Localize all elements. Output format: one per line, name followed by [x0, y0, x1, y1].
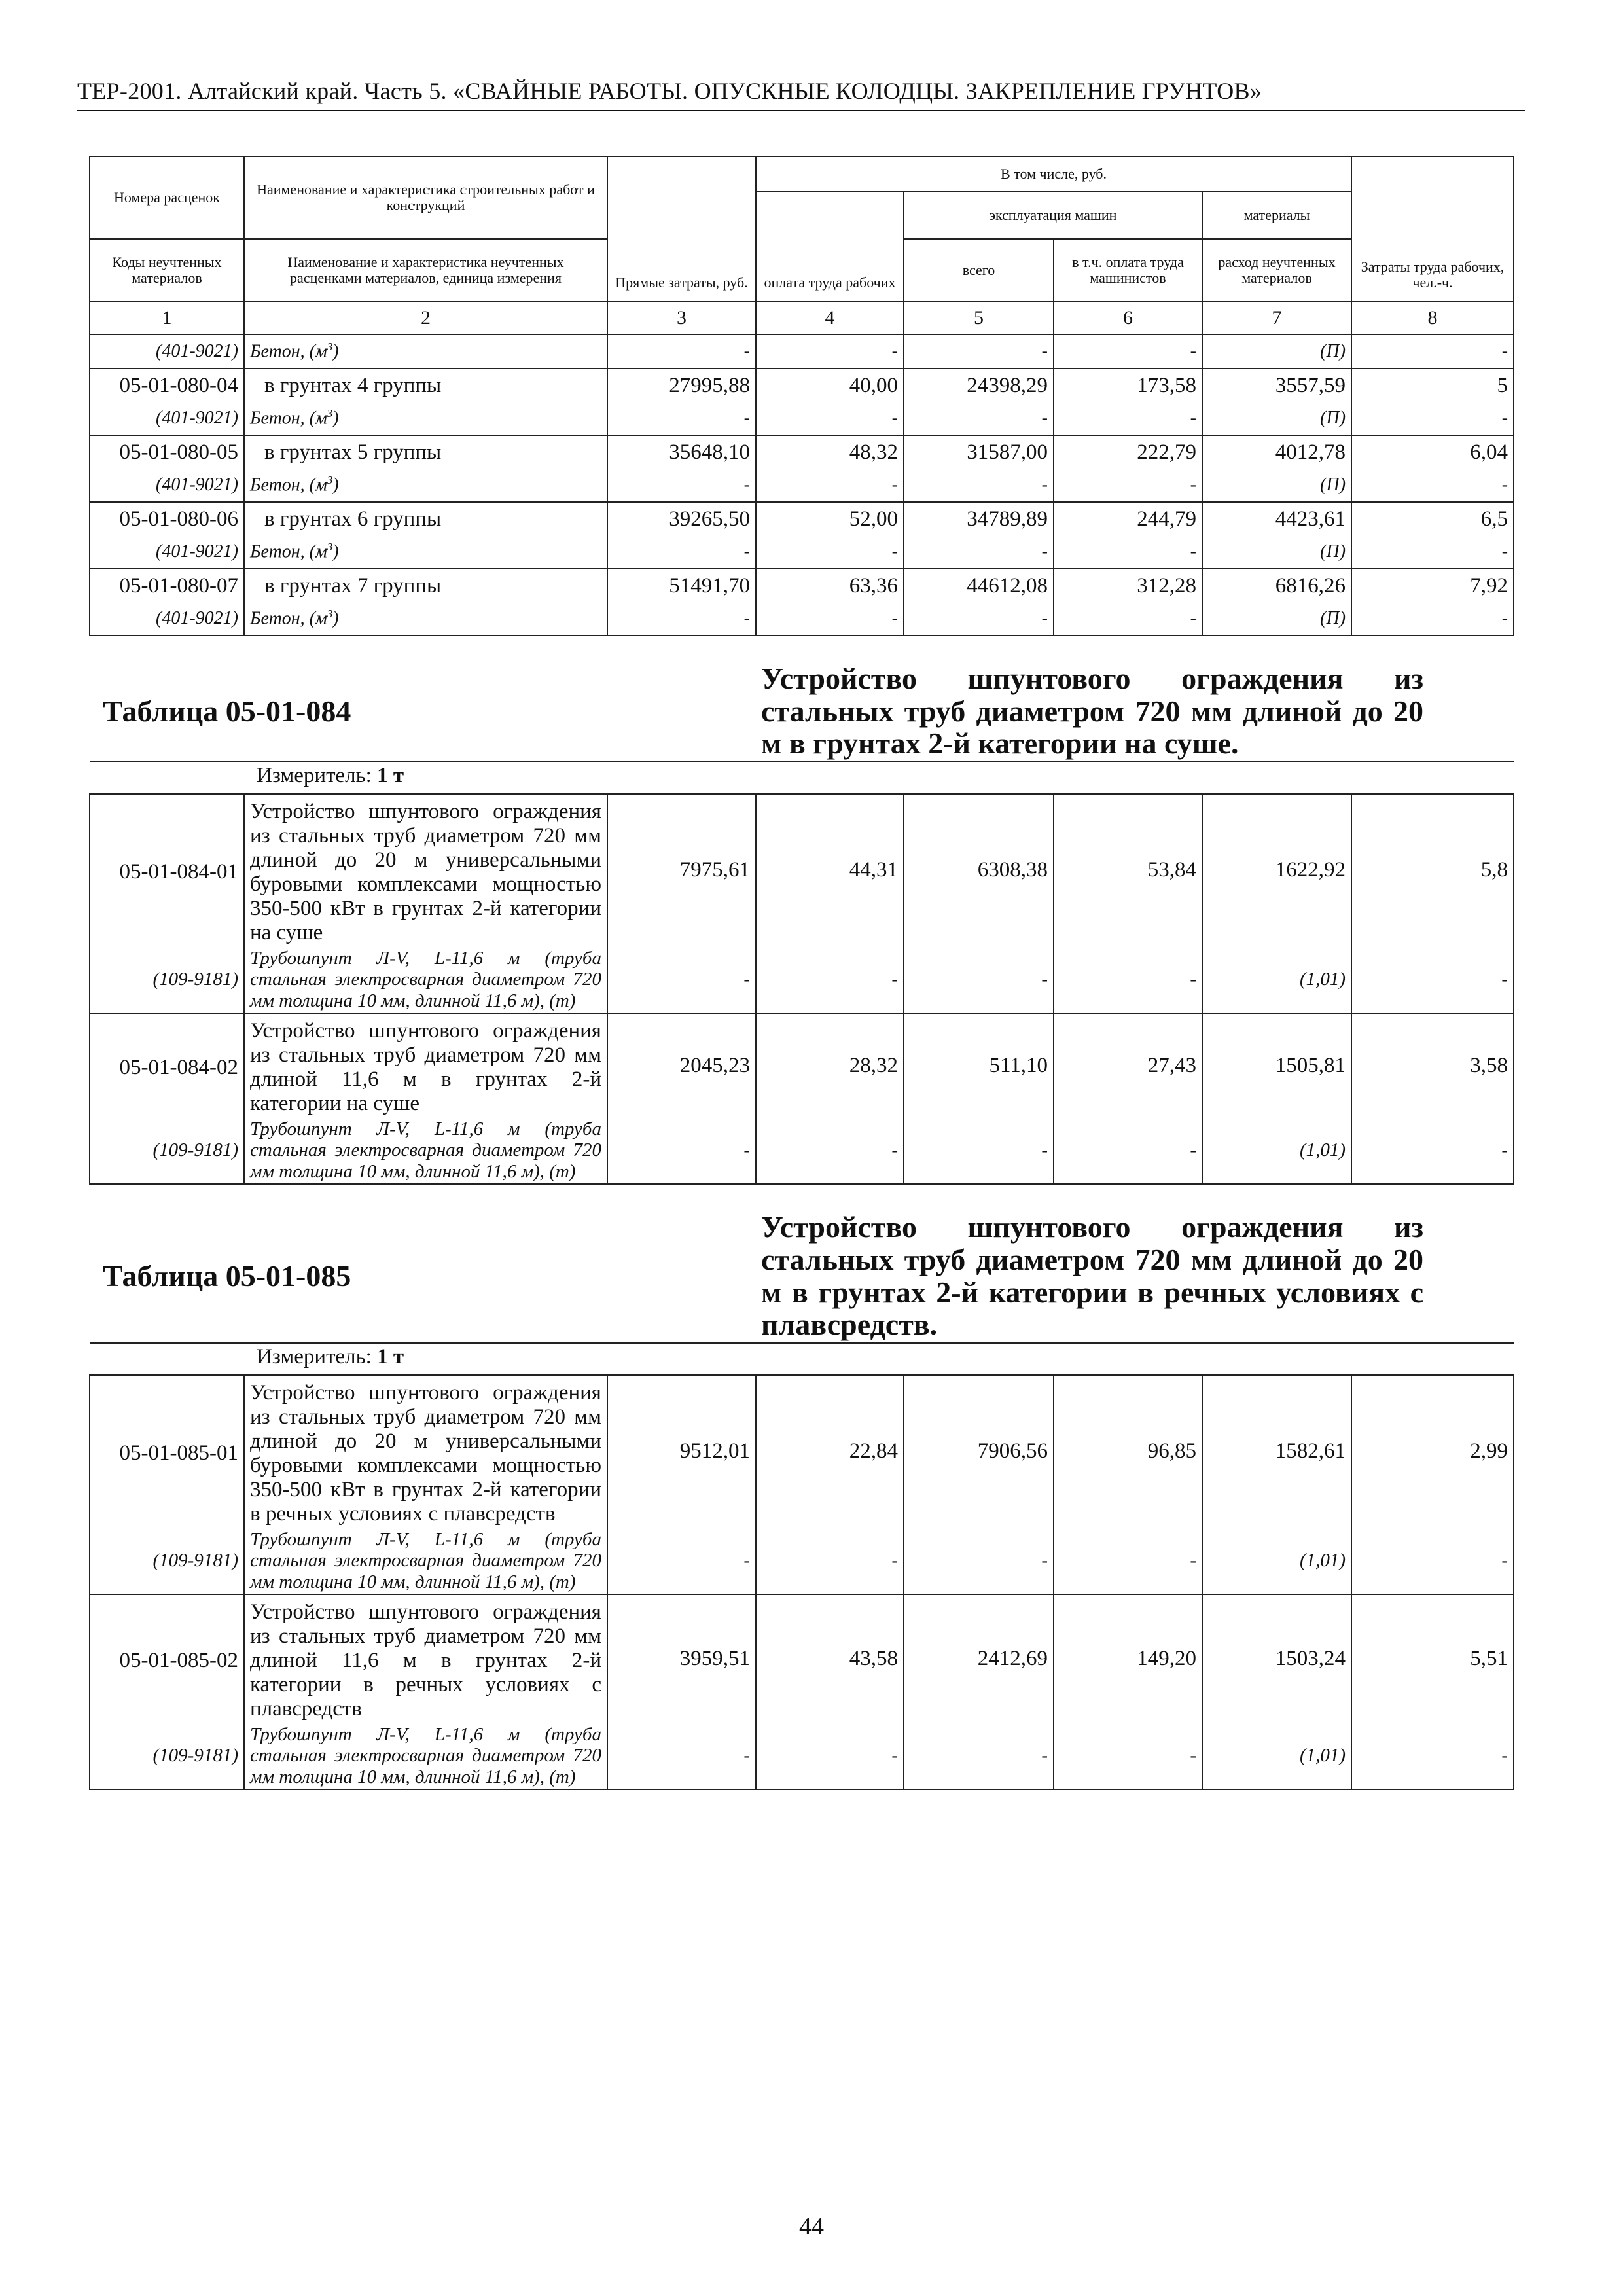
col-number: 4 [756, 302, 904, 334]
rate-code: 05-01-085-01 [90, 1375, 244, 1528]
material-row [90, 334, 1514, 368]
col-number: 8 [1351, 302, 1514, 334]
material-value: - [1351, 1723, 1514, 1789]
col-header-materials: материалы [1202, 192, 1351, 239]
rate-value: 22,84 [756, 1375, 904, 1528]
material-value: - [1054, 469, 1202, 502]
material-name-text: Бетон, (м [250, 608, 327, 629]
rate-value: 7975,61 [607, 794, 756, 946]
material-value: - [904, 1723, 1054, 1789]
material-description: Трубошпунт Л-V, L-11,6 м (труба стальная электросварная диаметром 720 мм толщина 10 мм, длинной 11,6 м), (т) [244, 1723, 607, 1789]
rate-code: 05-01-085-02 [90, 1594, 244, 1723]
material-value: - [1054, 402, 1202, 435]
material-value: - [756, 602, 904, 636]
table-description: Устройство шпунтового ограждения из стальных труб диаметром 720 мм длиной до 20 м в грунтах 2-й категории на суше. [761, 662, 1424, 761]
rate-value: 27995,88 [607, 368, 756, 402]
rate-value: 1503,24 [1202, 1594, 1351, 1723]
rate-value: 149,20 [1054, 1594, 1202, 1723]
material-code: (401-9021) [90, 602, 244, 636]
rate-code: 05-01-084-01 [90, 794, 244, 946]
material-value: - [756, 1117, 904, 1184]
col-number: 6 [1054, 302, 1202, 334]
material-value: - [756, 1528, 904, 1594]
material-value: (1,01) [1202, 1723, 1351, 1789]
rate-value: 9512,01 [607, 1375, 756, 1528]
col-number: 3 [607, 302, 756, 334]
material-name [244, 469, 607, 502]
material-value: - [1351, 946, 1514, 1013]
rates-table [89, 156, 1514, 1790]
rate-row [90, 794, 1514, 946]
rate-value: 53,84 [1054, 794, 1202, 946]
col-header-mat-code: Коды неучтенных материалов [90, 239, 244, 302]
table-measure-row [90, 762, 1514, 794]
material-value: - [1351, 602, 1514, 636]
rate-code: 05-01-084-02 [90, 1013, 244, 1117]
rate-value: 3,58 [1351, 1013, 1514, 1117]
material-value: - [756, 1723, 904, 1789]
page-number: 44 [799, 2213, 824, 2240]
material-value: - [607, 334, 756, 368]
material-value: - [1054, 535, 1202, 569]
rate-value: 48,32 [756, 435, 904, 469]
table-description: Устройство шпунтового ограждения из стальных труб диаметром 720 мм длиной до 20 м в грунтах 2-й категории в речных условиях с плавсредств. [761, 1210, 1424, 1342]
col-header-machines: эксплуатация машин [904, 192, 1202, 239]
material-value: - [1351, 402, 1514, 435]
measure-value: 1 т [377, 1345, 404, 1369]
material-code: (109-9181) [90, 946, 244, 1013]
material-code: (109-9181) [90, 1528, 244, 1594]
rate-value: 63,36 [756, 569, 904, 602]
rate-value: 7,92 [1351, 569, 1514, 602]
material-value: - [904, 1117, 1054, 1184]
material-value: - [1351, 535, 1514, 569]
material-value: - [607, 1117, 756, 1184]
rate-description: Устройство шпунтового ограждения из стальных труб диаметром 720 мм длиной 11,6 м в грунтах 2-й категории в речных условиях с плавсредств [244, 1594, 607, 1723]
col-header-mat-name: Наименование и характеристика неучтенных расценками материалов, единица измерения [244, 239, 607, 302]
material-name-tail: ) [332, 541, 339, 562]
material-value: - [904, 334, 1054, 368]
rate-value: 24398,29 [904, 368, 1054, 402]
rate-value: 96,85 [1054, 1375, 1202, 1528]
col-header-name: Наименование и характеристика строительных работ и конструкций [244, 156, 607, 239]
material-value: - [756, 469, 904, 502]
rate-value: 44612,08 [904, 569, 1054, 602]
material-value: - [607, 602, 756, 636]
table-section-header [90, 1184, 1514, 1343]
rate-value: 6,5 [1351, 502, 1514, 535]
col-number: 2 [244, 302, 607, 334]
material-value: - [756, 946, 904, 1013]
material-value: - [1351, 469, 1514, 502]
material-code: (401-9021) [90, 402, 244, 435]
material-name [244, 535, 607, 569]
col-header-direct: Прямые затраты, руб. [607, 156, 756, 302]
measure-label: Измеритель: [257, 764, 372, 788]
col-header-labor: оплата труда рабочих [756, 192, 904, 302]
material-value: (П) [1202, 402, 1351, 435]
material-row [90, 1117, 1514, 1184]
rate-value: 40,00 [756, 368, 904, 402]
material-value: - [607, 1528, 756, 1594]
rate-code: 05-01-080-07 [90, 569, 244, 602]
rate-value: 44,31 [756, 794, 904, 946]
material-value: - [1054, 1723, 1202, 1789]
rate-value: 5,51 [1351, 1594, 1514, 1723]
material-value: (П) [1202, 602, 1351, 636]
rate-value: 1582,61 [1202, 1375, 1351, 1528]
rate-name: в грунтах 7 группы [244, 569, 607, 602]
rate-row [90, 435, 1514, 469]
rate-value: 4423,61 [1202, 502, 1351, 535]
material-value: - [1351, 1528, 1514, 1594]
material-row [90, 946, 1514, 1013]
material-row [90, 469, 1514, 502]
col-header-mat-use: расход неучтенных материалов [1202, 239, 1351, 302]
rate-value: 1505,81 [1202, 1013, 1351, 1117]
rate-value: 35648,10 [607, 435, 756, 469]
rate-value: 222,79 [1054, 435, 1202, 469]
rate-value: 34789,89 [904, 502, 1054, 535]
col-header-operators: в т.ч. оплата труда машинистов [1054, 239, 1202, 302]
material-code: (401-9021) [90, 535, 244, 569]
material-value: - [607, 1723, 756, 1789]
material-value: - [1054, 1528, 1202, 1594]
material-unit-exponent: 3 [327, 541, 333, 554]
rate-value: 3959,51 [607, 1594, 756, 1723]
col-number: 7 [1202, 302, 1351, 334]
material-value: - [756, 334, 904, 368]
rate-description: Устройство шпунтового ограждения из стальных труб диаметром 720 мм длиной до 20 м универсальными буровыми комплексами мощностью 350-500 кВт в грунтах 2-й категории в речных условиях с плавсредств [244, 1375, 607, 1528]
material-name-text: Бетон, (м [250, 475, 327, 495]
material-description: Трубошпунт Л-V, L-11,6 м (труба стальная электросварная диаметром 720 мм толщина 10 мм, длинной 11,6 м), (т) [244, 1528, 607, 1594]
material-value: - [904, 946, 1054, 1013]
rate-value: 31587,00 [904, 435, 1054, 469]
rate-value: 27,43 [1054, 1013, 1202, 1117]
material-value: - [904, 469, 1054, 502]
rate-value: 4012,78 [1202, 435, 1351, 469]
table-title: Таблица 05-01-084 [103, 694, 351, 728]
rate-row [90, 1594, 1514, 1723]
material-value: - [756, 402, 904, 435]
material-name-tail: ) [332, 408, 339, 429]
rate-row [90, 368, 1514, 402]
material-value: (П) [1202, 334, 1351, 368]
rate-value: 6,04 [1351, 435, 1514, 469]
material-value: (П) [1202, 469, 1351, 502]
material-value: - [904, 602, 1054, 636]
material-code: (109-9181) [90, 1723, 244, 1789]
rate-value: 5,8 [1351, 794, 1514, 946]
material-code: (401-9021) [90, 469, 244, 502]
material-description: Трубошпунт Л-V, L-11,6 м (труба стальная электросварная диаметром 720 мм толщина 10 мм, длинной 11,6 м), (т) [244, 946, 607, 1013]
rate-value: 7906,56 [904, 1375, 1054, 1528]
material-value: - [1054, 946, 1202, 1013]
material-unit-exponent: 3 [327, 340, 333, 353]
material-description: Трубошпунт Л-V, L-11,6 м (труба стальная электросварная диаметром 720 мм толщина 10 мм, длинной 11,6 м), (т) [244, 1117, 607, 1184]
material-unit-exponent: 3 [327, 474, 333, 487]
rate-row [90, 1375, 1514, 1528]
rate-name: в грунтах 6 группы [244, 502, 607, 535]
material-value: (1,01) [1202, 1117, 1351, 1184]
material-value: - [607, 402, 756, 435]
rate-value: 6816,26 [1202, 569, 1351, 602]
col-number: 5 [904, 302, 1054, 334]
rate-value: 2,99 [1351, 1375, 1514, 1528]
rate-value: 28,32 [756, 1013, 904, 1117]
rate-description: Устройство шпунтового ограждения из стальных труб диаметром 720 мм длиной до 20 м универсальными буровыми комплексами мощностью 350-500 кВт в грунтах 2-й категории на суше [244, 794, 607, 946]
table-measure [90, 762, 1514, 794]
rate-value: 511,10 [904, 1013, 1054, 1117]
rate-value: 312,28 [1054, 569, 1202, 602]
material-value: - [1351, 1117, 1514, 1184]
rate-value: 244,79 [1054, 502, 1202, 535]
material-name-text: Бетон, (м [250, 341, 327, 362]
rate-row [90, 569, 1514, 602]
rate-value: 2045,23 [607, 1013, 756, 1117]
rate-value: 2412,69 [904, 1594, 1054, 1723]
material-unit-exponent: 3 [327, 407, 333, 420]
rate-name: в грунтах 4 группы [244, 368, 607, 402]
material-value: - [904, 402, 1054, 435]
col-header-labor-cost: Затраты труда рабочих, чел.-ч. [1351, 156, 1514, 302]
material-name-text: Бетон, (м [250, 541, 327, 562]
material-name-tail: ) [332, 341, 339, 362]
table-measure [90, 1343, 1514, 1375]
material-value: (1,01) [1202, 946, 1351, 1013]
material-name [244, 602, 607, 636]
rate-value: 52,00 [756, 502, 904, 535]
material-name-tail: ) [332, 475, 339, 495]
col-header-total: всего [904, 239, 1054, 302]
material-name-text: Бетон, (м [250, 408, 327, 429]
rate-row [90, 502, 1514, 535]
col-number: 1 [90, 302, 244, 334]
rate-value: 5 [1351, 368, 1514, 402]
material-value: (П) [1202, 535, 1351, 569]
rate-code: 05-01-080-04 [90, 368, 244, 402]
rate-name: в грунтах 5 группы [244, 435, 607, 469]
rate-value: 173,58 [1054, 368, 1202, 402]
rate-value: 6308,38 [904, 794, 1054, 946]
material-value: (1,01) [1202, 1528, 1351, 1594]
material-code: (401-9021) [90, 334, 244, 368]
measure-value: 1 т [377, 764, 404, 788]
material-value: - [607, 535, 756, 569]
material-value: - [1054, 334, 1202, 368]
rate-code: 05-01-080-06 [90, 502, 244, 535]
rate-value: 39265,50 [607, 502, 756, 535]
rate-value: 43,58 [756, 1594, 904, 1723]
material-row [90, 602, 1514, 636]
material-value: - [904, 535, 1054, 569]
rate-description: Устройство шпунтового ограждения из стальных труб диаметром 720 мм длиной 11,6 м в грунтах 2-й категории на суше [244, 1013, 607, 1117]
rate-value: 1622,92 [1202, 794, 1351, 946]
material-value: - [904, 1528, 1054, 1594]
rate-value: 3557,59 [1202, 368, 1351, 402]
material-value: - [1351, 334, 1514, 368]
material-value: - [756, 535, 904, 569]
material-code: (109-9181) [90, 1117, 244, 1184]
col-header-code: Номера расценок [90, 156, 244, 239]
material-row [90, 1528, 1514, 1594]
material-row [90, 535, 1514, 569]
table-title: Таблица 05-01-085 [103, 1259, 351, 1293]
rate-value: 51491,70 [607, 569, 756, 602]
rate-row [90, 1013, 1514, 1117]
table-measure-row [90, 1343, 1514, 1375]
measure-label: Измеритель: [257, 1345, 372, 1369]
rate-code: 05-01-080-05 [90, 435, 244, 469]
material-name [244, 334, 607, 368]
material-value: - [1054, 1117, 1202, 1184]
material-value: - [607, 946, 756, 1013]
material-name-tail: ) [332, 608, 339, 629]
material-row [90, 402, 1514, 435]
material-row [90, 1723, 1514, 1789]
col-header-incl: В том числе, руб. [756, 156, 1351, 192]
material-value: - [607, 469, 756, 502]
table-section-header [90, 636, 1514, 762]
page-header: ТЕР-2001. Алтайский край. Часть 5. «СВАЙНЫЕ РАБОТЫ. ОПУСКНЫЕ КОЛОДЦЫ. ЗАКРЕПЛЕНИЕ ГРУНТОВ» [77, 77, 1525, 111]
material-name [244, 402, 607, 435]
material-unit-exponent: 3 [327, 607, 333, 620]
material-value: - [1054, 602, 1202, 636]
